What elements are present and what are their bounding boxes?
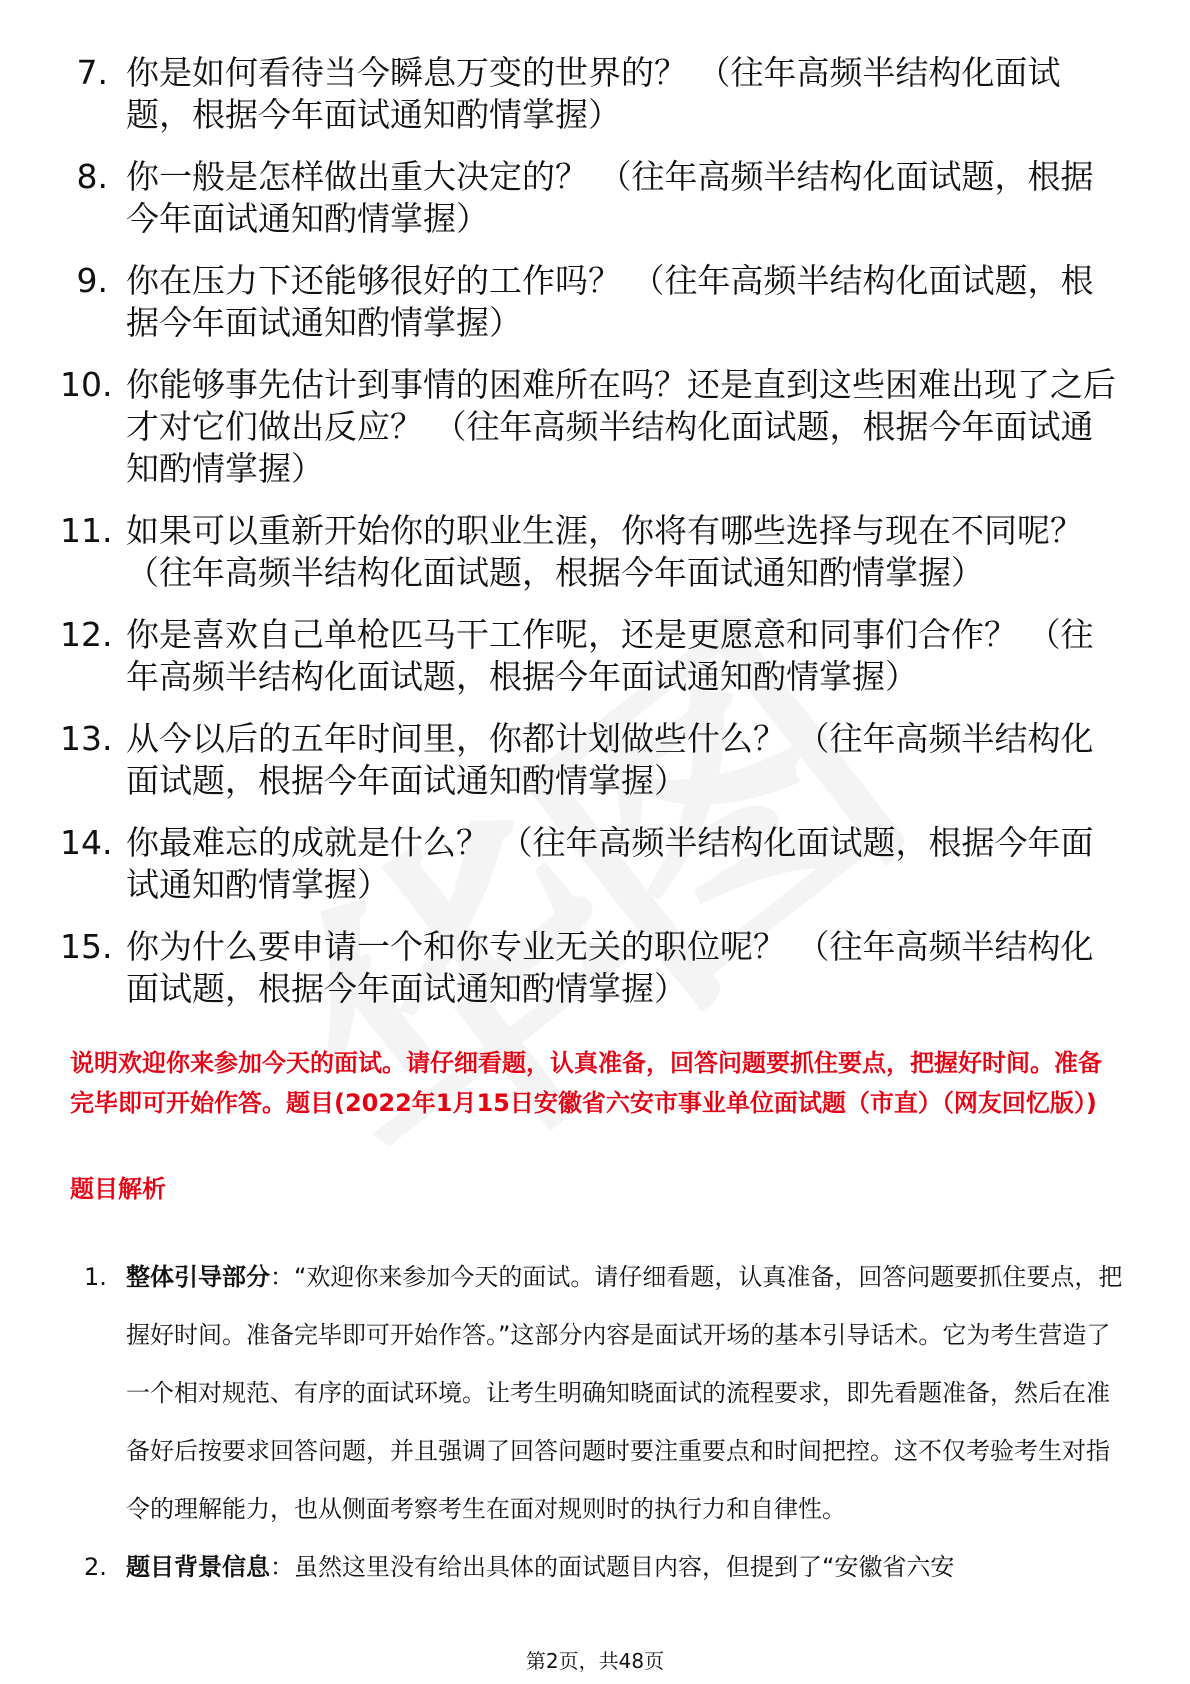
analysis-section-title: 题目解析 bbox=[70, 1175, 166, 1203]
analysis-text: 虽然这里没有给出具体的面试题目内容，但提到了“安徽省六安 bbox=[294, 1553, 955, 1581]
question-number: 12. bbox=[60, 615, 113, 654]
question-text: 你在压力下还能够很好的工作吗？ （往年高频半结构化面试题，根据今年面试通知酌情掌握） bbox=[126, 261, 1094, 342]
interview-instruction-note: 说明欢迎你来参加今天的面试。请仔细看题，认真准备，回答问题要抓住要点，把握好时间。准备完毕即可开始作答。题目(2022年1月15日安徽省六安市事业单位面试题（市直）（网友回忆版）) bbox=[70, 1049, 1102, 1117]
question-text: 你为什么要申请一个和你专业无关的职位呢？ （往年高频半结构化面试题，根据今年面试通知酌情掌握） bbox=[126, 927, 1094, 1008]
question-number: 14. bbox=[60, 823, 113, 862]
question-text: 你是如何看待当今瞬息万变的世界的？ （往年高频半结构化面试题，根据今年面试通知酌情掌握） bbox=[126, 53, 1061, 134]
list-item bbox=[70, 1248, 1125, 1538]
analysis-separator: ： bbox=[270, 1553, 294, 1581]
question-number: 8. bbox=[76, 157, 108, 196]
question-number: 11. bbox=[60, 511, 113, 550]
question-number: 7. bbox=[76, 53, 108, 92]
question-number: 10. bbox=[60, 365, 113, 404]
question-text: 你一般是怎样做出重大决定的？ （往年高频半结构化面试题，根据今年面试通知酌情掌握） bbox=[126, 157, 1094, 238]
list-item bbox=[60, 926, 1120, 1010]
analysis-number: 2. bbox=[84, 1553, 107, 1581]
list-item bbox=[60, 510, 1120, 594]
question-text: 从今以后的五年时间里，你都计划做些什么？ （往年高频半结构化面试题，根据今年面试通知酌情掌握） bbox=[126, 719, 1094, 800]
analysis-heading: 整体引导部分 bbox=[126, 1263, 270, 1291]
analysis-list bbox=[70, 1248, 1125, 1596]
list-item bbox=[60, 614, 1120, 698]
list-item bbox=[60, 260, 1120, 344]
list-item bbox=[70, 1538, 1125, 1596]
analysis-heading: 题目背景信息 bbox=[126, 1553, 270, 1581]
analysis-text: “欢迎你来参加今天的面试。请仔细看题，认真准备，回答问题要抓住要点，把握好时间。准备完毕即可开始作答。”这部分内容是面试开场的基本引导话术。它为考生营造了一个相对规范、有序的面试环境。让考生明确知晓面试的流程要求，即先看题准备，然后在准备好后按要求回答问题，并且强调了回答问题时要注重要点和时间把控。这不仅考验考生对指令的理解能力，也从侧面考察考生在面对规则时的执行力和自律性。 bbox=[126, 1263, 1123, 1523]
list-item bbox=[60, 156, 1120, 240]
question-text: 如果可以重新开始你的职业生涯，你将有哪些选择与现在不同呢？ （往年高频半结构化面试题，根据今年面试通知酌情掌握） bbox=[126, 511, 1083, 592]
question-list bbox=[60, 52, 1120, 1030]
question-text: 你最难忘的成就是什么？ （往年高频半结构化面试题，根据今年面试通知酌情掌握） bbox=[126, 823, 1094, 904]
list-item bbox=[60, 822, 1120, 906]
question-number: 9. bbox=[76, 261, 108, 300]
analysis-separator: ： bbox=[270, 1263, 294, 1291]
question-number: 13. bbox=[60, 719, 113, 758]
list-item bbox=[60, 364, 1120, 490]
question-text: 你能够事先估计到事情的困难所在吗？还是直到这些困难出现了之后才对它们做出反应？ （往年高频半结构化面试题，根据今年面试通知酌情掌握） bbox=[126, 365, 1116, 488]
page-number: 第2页，共48页 bbox=[525, 1649, 665, 1673]
question-text: 你是喜欢自己单枪匹马干工作呢，还是更愿意和同事们合作？ （往年高频半结构化面试题，根据今年面试通知酌情掌握） bbox=[126, 615, 1094, 696]
analysis-number: 1. bbox=[84, 1263, 107, 1291]
list-item bbox=[60, 718, 1120, 802]
question-number: 15. bbox=[60, 927, 113, 966]
list-item bbox=[60, 52, 1120, 136]
